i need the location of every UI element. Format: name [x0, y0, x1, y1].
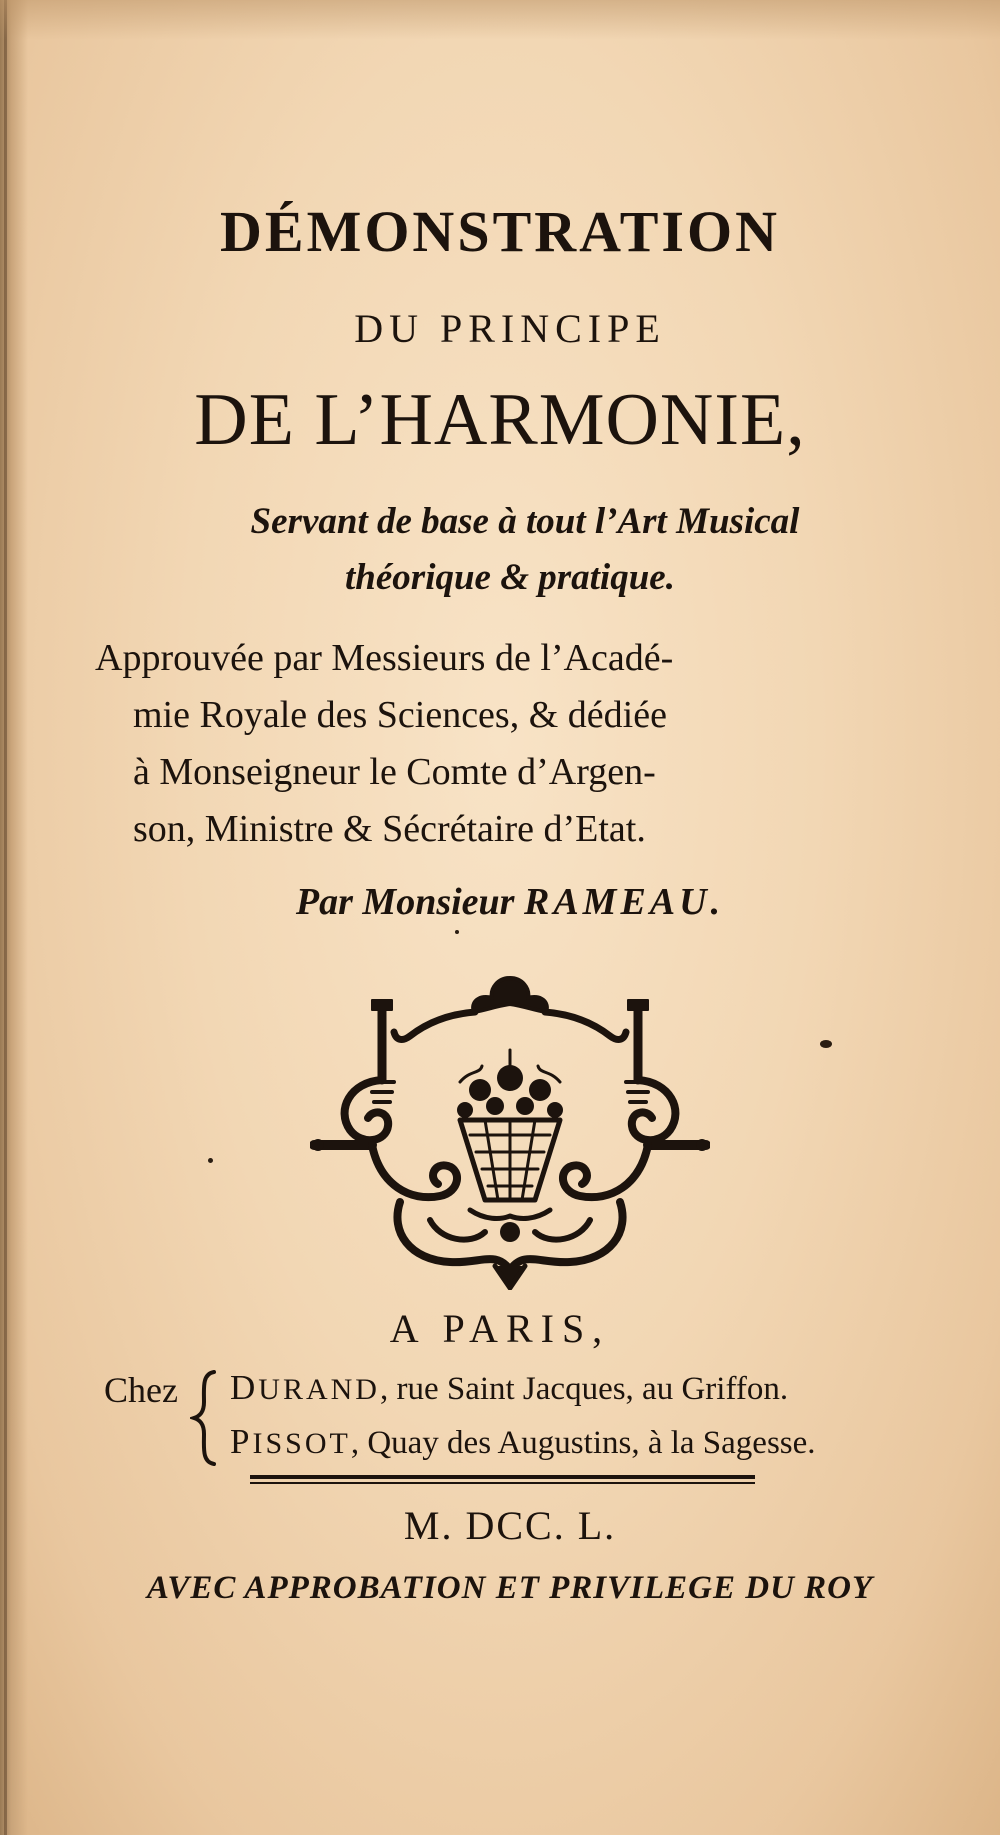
bookseller-1-name-rest: URAND [258, 1373, 380, 1406]
bookseller-2-initial: P [230, 1422, 253, 1461]
author-line [0, 880, 1000, 924]
bookseller-1-initial: D [230, 1368, 259, 1407]
bookseller-line-2 [230, 1416, 816, 1470]
subtitle-italic-line-1: Servant de base à tout l’Art Musical [250, 501, 800, 542]
approval-line-3: à Monseigneur le Comte d’Argen- [133, 751, 656, 793]
imprint-privilege: AVEC APPROBATION ET PRIVILEGE DU ROY [146, 1570, 874, 1606]
bookseller-1-name [230, 1368, 380, 1407]
imprint-chez: Chez [104, 1370, 178, 1410]
paper-speck [208, 1158, 213, 1163]
bookseller-2-name [230, 1422, 351, 1461]
bookseller-2-name-rest: ISSOT [252, 1427, 351, 1460]
subtitle-italic-line-2: théorique & pratique. [345, 557, 675, 598]
title-subtitle-2: DE L’HARMONIE, [194, 379, 806, 461]
bookseller-2-address: , Quay des Augustins, à la Sagesse. [350, 1425, 816, 1461]
approval-line-1: Approuvée par Messieurs de l’Acadé- [95, 637, 674, 679]
imprint-city: A PARIS, [389, 1306, 611, 1351]
printers-ornament-icon [310, 970, 710, 1290]
double-rule [250, 1475, 755, 1487]
booksellers-block [230, 1362, 816, 1470]
title-subtitle-1: DU PRINCIPE [354, 306, 666, 351]
approval-line-4: son, Ministre & Sécrétaire d’Etat. [133, 808, 646, 850]
page-top-edge [0, 0, 1000, 40]
left-brace-icon [190, 1368, 220, 1468]
bookseller-line-1 [230, 1362, 816, 1416]
author-name: RAMEAU. [523, 881, 725, 923]
paper-speck [455, 930, 459, 934]
imprint-date: M. DCC. L. [403, 1503, 617, 1548]
title-main: DÉMONSTRATION [220, 199, 780, 264]
bookseller-1-address: , rue Saint Jacques, au Griffon. [379, 1371, 789, 1407]
author-prefix: Par Monsieur [295, 881, 515, 923]
approval-block [95, 630, 915, 858]
paper-speck [820, 1040, 832, 1048]
approval-line-2: mie Royale des Sciences, & dédiée [133, 694, 667, 736]
